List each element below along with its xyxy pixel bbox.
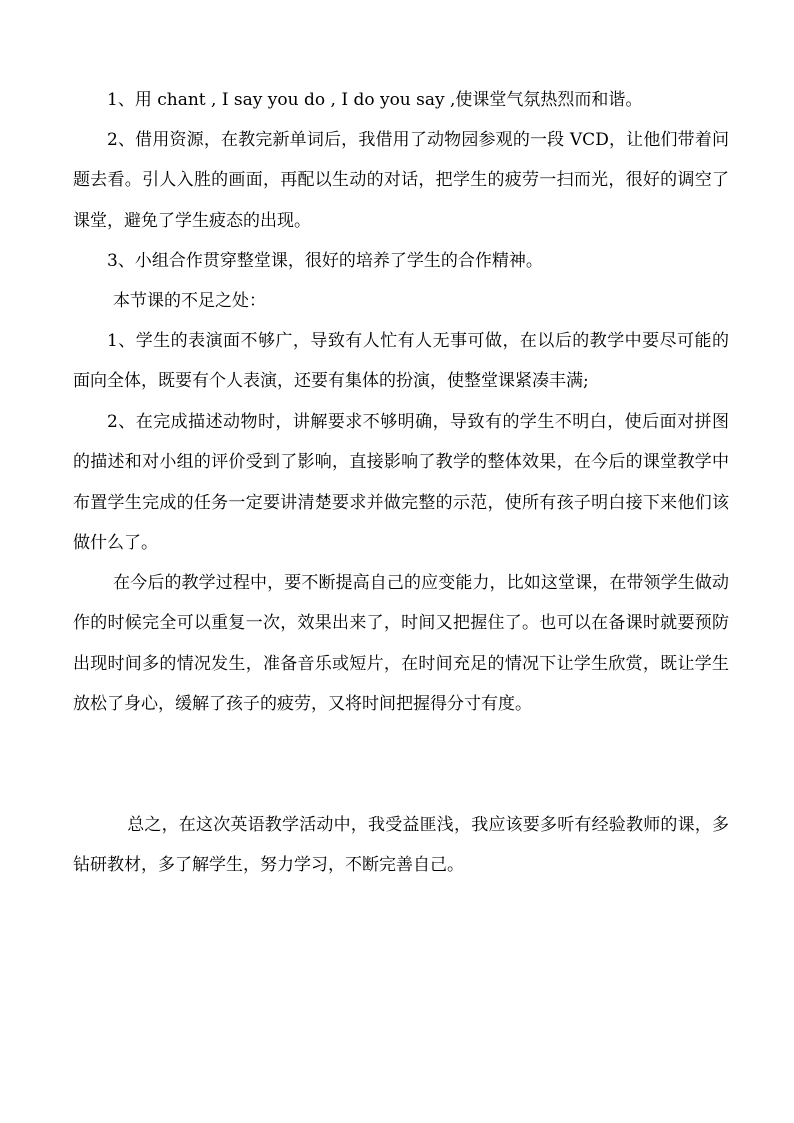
paragraph-8 (73, 805, 729, 886)
paragraph-text: 2、借用资源，在教完新单词后，我借用了动物园参观的一段 VCD，让他们带着问题去看。引人入胜的画面，再配以生动的对话，把学生的疲劳一扫而光，很好的调空了课堂，避免了学生疲态的出现。 (73, 130, 729, 231)
section-heading (73, 281, 729, 321)
paragraph-5 (73, 321, 729, 402)
paragraph-text: 在今后的教学过程中，要不断提高自己的应变能力，比如这堂课，在带领学生做动作的时候完全可以重复一次，效果出来了，时间又把握住了。也可以在备课时就要预防出现时间多的情况发生，准备音乐或短片，在时间充足的情况下让学生欣赏，既让学生放松了身心，缓解了孩子的疲劳，又将时间把握得分寸有度。 (73, 573, 729, 714)
paragraph-1 (73, 80, 729, 120)
paragraph-6 (73, 402, 729, 563)
paragraph-7 (73, 563, 729, 724)
paragraph-3 (73, 241, 729, 281)
paragraph-text: 3、小组合作贯穿整堂课，很好的培养了学生的合作精神。 (107, 251, 543, 271)
paragraph-text: 2、在完成描述动物时，讲解要求不够明确，导致有的学生不明白，使后面对拼图的描述和对小组的评价受到了影响，直接影响了教学的整体效果，在今后的课堂教学中布置学生完成的任务一定要讲清楚要求并做完整的示范，使所有孩子明白接下来他们该做什么了。 (73, 412, 729, 553)
paragraph-text: 1、学生的表演面不够广，导致有人忙有人无事可做，在以后的教学中要尽可能的面向全体，既要有个人表演，还要有集体的扮演，使整堂课紧凑丰满; (73, 331, 729, 392)
paragraph-text: 总之，在这次英语教学活动中，我受益匪浅，我应该要多听有经验教师的课，多钻研教材，多了解学生，努力学习，不断完善自己。 (73, 815, 729, 876)
paragraph-text: 本节课的不足之处： (113, 291, 266, 311)
paragraph-text: 1、用 chant , I say you do , I do you say ,使课堂气氛热烈而和谐。 (107, 90, 643, 110)
paragraph-2 (73, 120, 729, 241)
